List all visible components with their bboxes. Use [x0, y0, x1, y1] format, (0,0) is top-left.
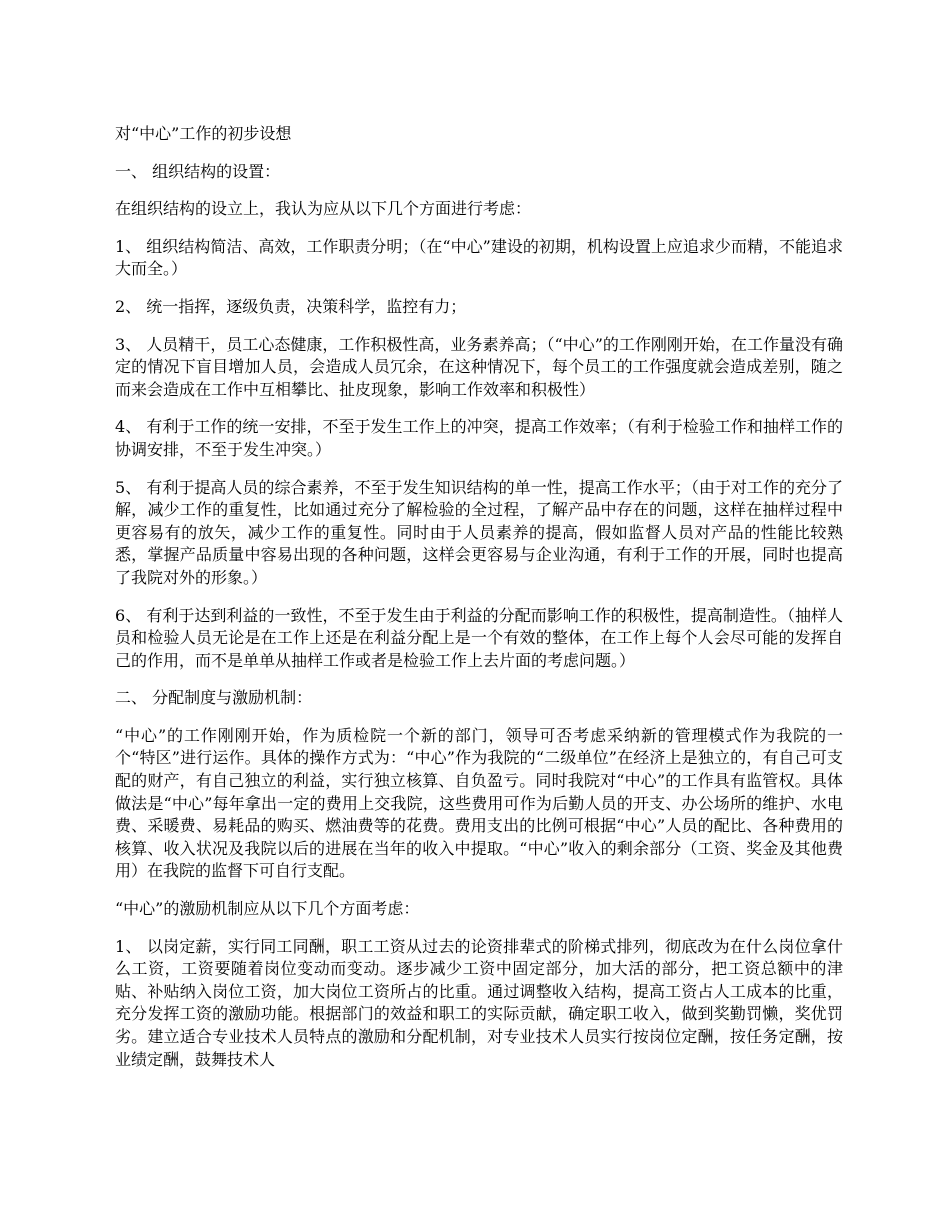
list-item: 4、 有利于工作的统一安排，不至于发生工作上的冲突，提高工作效率；（有利于检验工作和抽样工作的协调安排，不至于发生冲突。）: [115, 417, 843, 459]
list-item: 6、 有利于达到利益的一致性，不至于发生由于利益的分配而影响工作的积极性，提高制造性。（抽样人员和检验人员无论是在工作上还是在利益分配上是一个有效的整体，在工作上每个人会尽可能的发挥自己的作用，而不是单单从抽样工作或者是检验工作上去片面的考虑问题。）: [115, 605, 843, 670]
list-item: 1、 以岗定薪，实行同工同酬，职工工资从过去的论资排辈式的阶梯式排列，彻底改为在什么岗位拿什么工资，工资要随着岗位变动而变动。逐步减少工资中固定部分，加大活的部分，把工资总额中的津贴、补贴纳入岗位工资，加大岗位工资所占的比重。通过调整收入结构，提高工资占人工成本的比重，充分发挥工资的激励功能。根据部门的效益和职工的实际贡献，确定职工收入，做到奖勤罚懒，奖优罚劣。建立适合专业技术人员特点的激励和分配机制，对专业技术人员实行按岗位定酬，按任务定酬，按业绩定酬，鼓舞技术人: [115, 936, 843, 1069]
list-item: 2、 统一指挥，逐级负责，决策科学，监控有力；: [115, 296, 467, 316]
list-item: 1、 组织结构简洁、高效，工作职责分明；（在“中心”建设的初期，机构设置上应追求少而精，不能追求大而全。）: [115, 236, 843, 279]
paragraph: “中心”的激励机制应从以下几个方面考虑：: [115, 899, 420, 919]
section-heading-distribution: 二、 分配制度与激励机制：: [115, 688, 313, 708]
list-item: 3、 人员精干，员工心态健康，工作积极性高，业务素养高；（“中心”的工作刚刚开始，在工作量没有确定的情况下盲目增加人员，会造成人员冗余，在这种情况下，每个员工的工作强度就会造成差别，随之而来会造成在工作中互相攀比、扯皮现象，影响工作效率和积极性）: [115, 334, 843, 399]
section-heading-organization: 一、 组织结构的设置：: [115, 161, 281, 181]
document-title: 对“中心”工作的初步设想: [115, 124, 292, 143]
paragraph: 在组织结构的设立上，我认为应从以下几个方面进行考虑：: [115, 199, 532, 219]
paragraph: “中心”的工作刚刚开始，作为质检院一个新的部门，领导可否考虑采纳新的管理模式作为我院的一个“特区”进行运作。具体的操作方式为：“中心”作为我院的“二级单位”在经济上是独立的，有自己可支配的财产，有自己独立的利益，实行独立核算、自负盈亏。同时我院对“中心”的工作具有监管权。具体做法是“中心”每年拿出一定的费用上交我院，这些费用可作为后勤人员的开支、办公场所的维护、水电费、采暖费、易耗品的购买、燃油费等的花费。费用支出的比例可根据“中心”人员的配比、各种费用的核算、收入状况及我院以后的进展在当年的收入中提取。“中心”收入的剩余部分（工资、奖金及其他费用）在我院的监督下可自行支配。: [115, 725, 843, 881]
list-item: 5、 有利于提高人员的综合素养，不至于发生知识结构的单一性，提高工作水平；（由于对工作的充分了解，减少工作的重复性，比如通过充分了解检验的全过程，了解产品中存在的问题，这样在抽样过程中更容易有的放矢，减少工作的重复性。同时由于人员素养的提高，假如监督人员对产品的性能比较熟悉，掌握产品质量中容易出现的各种问题，这样会更容易与企业沟通，有利于工作的开展，同时也提高了我院对外的形象。）: [115, 477, 843, 587]
document-body: [115, 123, 843, 1086]
